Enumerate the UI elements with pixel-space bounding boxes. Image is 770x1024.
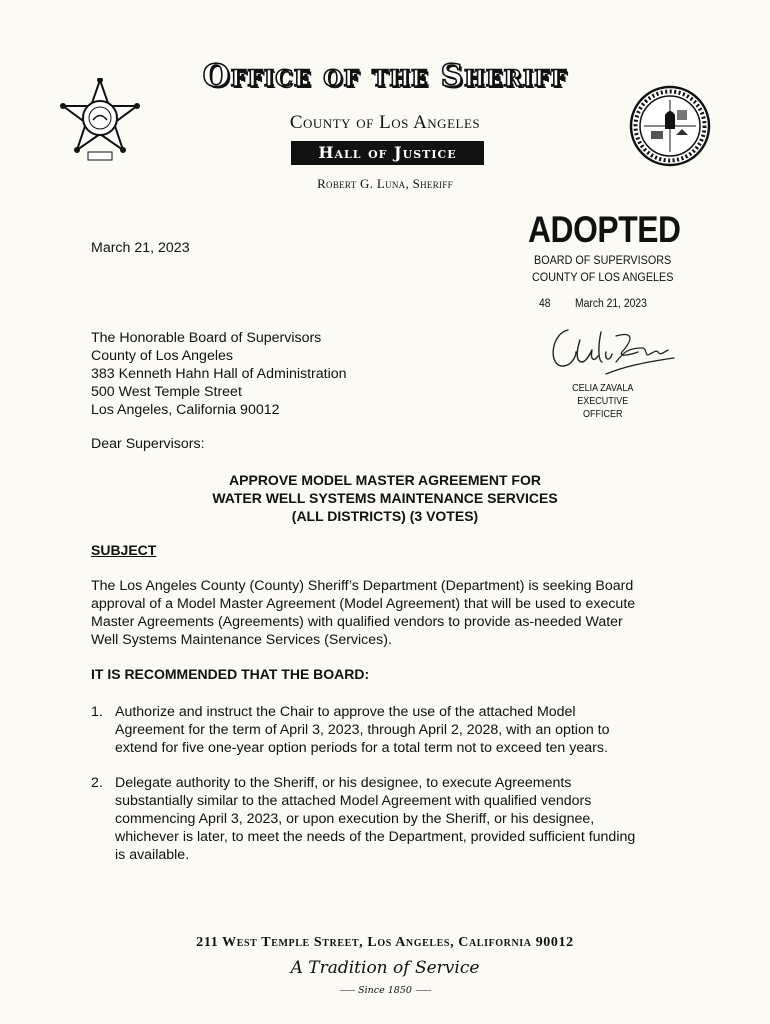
item-line: whichever is later, to meet the needs of the Department, provided sufficient funding bbox=[115, 829, 636, 845]
salutation: Dear Supervisors: bbox=[91, 436, 205, 452]
signature-image bbox=[546, 322, 676, 378]
flourish-right: ⸺ bbox=[411, 985, 432, 996]
stamp-date: March 21, 2023 bbox=[575, 298, 647, 310]
stamp-item-number: 48 bbox=[539, 298, 551, 310]
letterhead-title: Office of the Sheriff bbox=[202, 58, 568, 94]
subject-paragraph bbox=[91, 577, 691, 649]
item-line: Delegate authority to the Sheriff, or his designee, to execute Agreements bbox=[115, 775, 572, 791]
recipient-address bbox=[91, 329, 347, 419]
address-line: Los Angeles, California 90012 bbox=[91, 402, 280, 418]
heading-line: APPROVE MODEL MASTER AGREEMENT FOR bbox=[229, 472, 541, 488]
item-line: is available. bbox=[115, 847, 190, 863]
item-number: 2. bbox=[91, 775, 103, 791]
address-line: County of Los Angeles bbox=[91, 348, 233, 364]
recommendation-item bbox=[91, 774, 691, 869]
subject-heading: SUBJECT bbox=[91, 542, 157, 558]
adopted-stamp: ADOPTED bbox=[528, 209, 681, 250]
heading-line: (ALL DISTRICTS) (3 VOTES) bbox=[291, 508, 479, 524]
stamp-board-line1: BOARD OF SUPERVISORS bbox=[534, 253, 672, 267]
item-line: Agreement for the term of April 3, 2023, through April 2, 2028, with an option to bbox=[115, 722, 610, 738]
letter-heading bbox=[0, 471, 770, 525]
heading-line: WATER WELL SYSTEMS MAINTENANCE SERVICES bbox=[212, 490, 558, 506]
footer-since bbox=[0, 982, 770, 996]
paragraph-line: Well Systems Maintenance Services (Services). bbox=[91, 632, 392, 648]
item-line: extend for five one-year option periods for a total term not to exceed ten years. bbox=[115, 740, 608, 756]
recommendation-item bbox=[91, 703, 691, 763]
paragraph-line: Master Agreements (Agreements) with qualified vendors to provide as-needed Water bbox=[91, 614, 623, 630]
stamp-board-line2: COUNTY OF LOS ANGELES bbox=[532, 270, 674, 284]
signer-title: EXECUTIVE OFFICER bbox=[577, 396, 629, 420]
item-line: commencing April 3, 2023, or upon execution by the Sheriff, or his designee, bbox=[115, 811, 595, 827]
county-seal-icon bbox=[629, 85, 711, 167]
letterhead-county: County of Los Angeles bbox=[289, 112, 481, 133]
address-line: 383 Kenneth Hahn Hall of Administration bbox=[91, 366, 347, 382]
stamp-signer bbox=[560, 382, 646, 421]
address-line: The Honorable Board of Supervisors bbox=[91, 330, 322, 346]
item-number: 1. bbox=[91, 704, 103, 720]
item-line: substantially similar to the attached Model Agreement with qualified vendors bbox=[115, 793, 592, 809]
address-line: 500 West Temple Street bbox=[91, 384, 242, 400]
footer-address: 211 West Temple Street, Los Angeles, California 90012 bbox=[196, 935, 574, 950]
letter-date: March 21, 2023 bbox=[91, 240, 190, 256]
flourish-left: ⸺ bbox=[338, 985, 359, 996]
letterhead-hall: Hall of Justice bbox=[291, 141, 484, 165]
item-line: Authorize and instruct the Chair to approve the use of the attached Model bbox=[115, 704, 576, 720]
signer-name: CELIA ZAVALA bbox=[572, 383, 634, 394]
letterhead-sheriff-name: Robert G. Luna, Sheriff bbox=[317, 176, 453, 191]
paragraph-line: approval of a Model Master Agreement (Model Agreement) that will be used to execute bbox=[91, 596, 636, 612]
recommendation-heading: IT IS RECOMMENDED THAT THE BOARD: bbox=[91, 666, 370, 682]
since-text: Since 1850 bbox=[358, 985, 412, 996]
paragraph-line: The Los Angeles County (County) Sheriff’s Department (Department) is seeking Board bbox=[91, 578, 634, 594]
footer-tagline: A Tradition of Service bbox=[290, 958, 480, 978]
